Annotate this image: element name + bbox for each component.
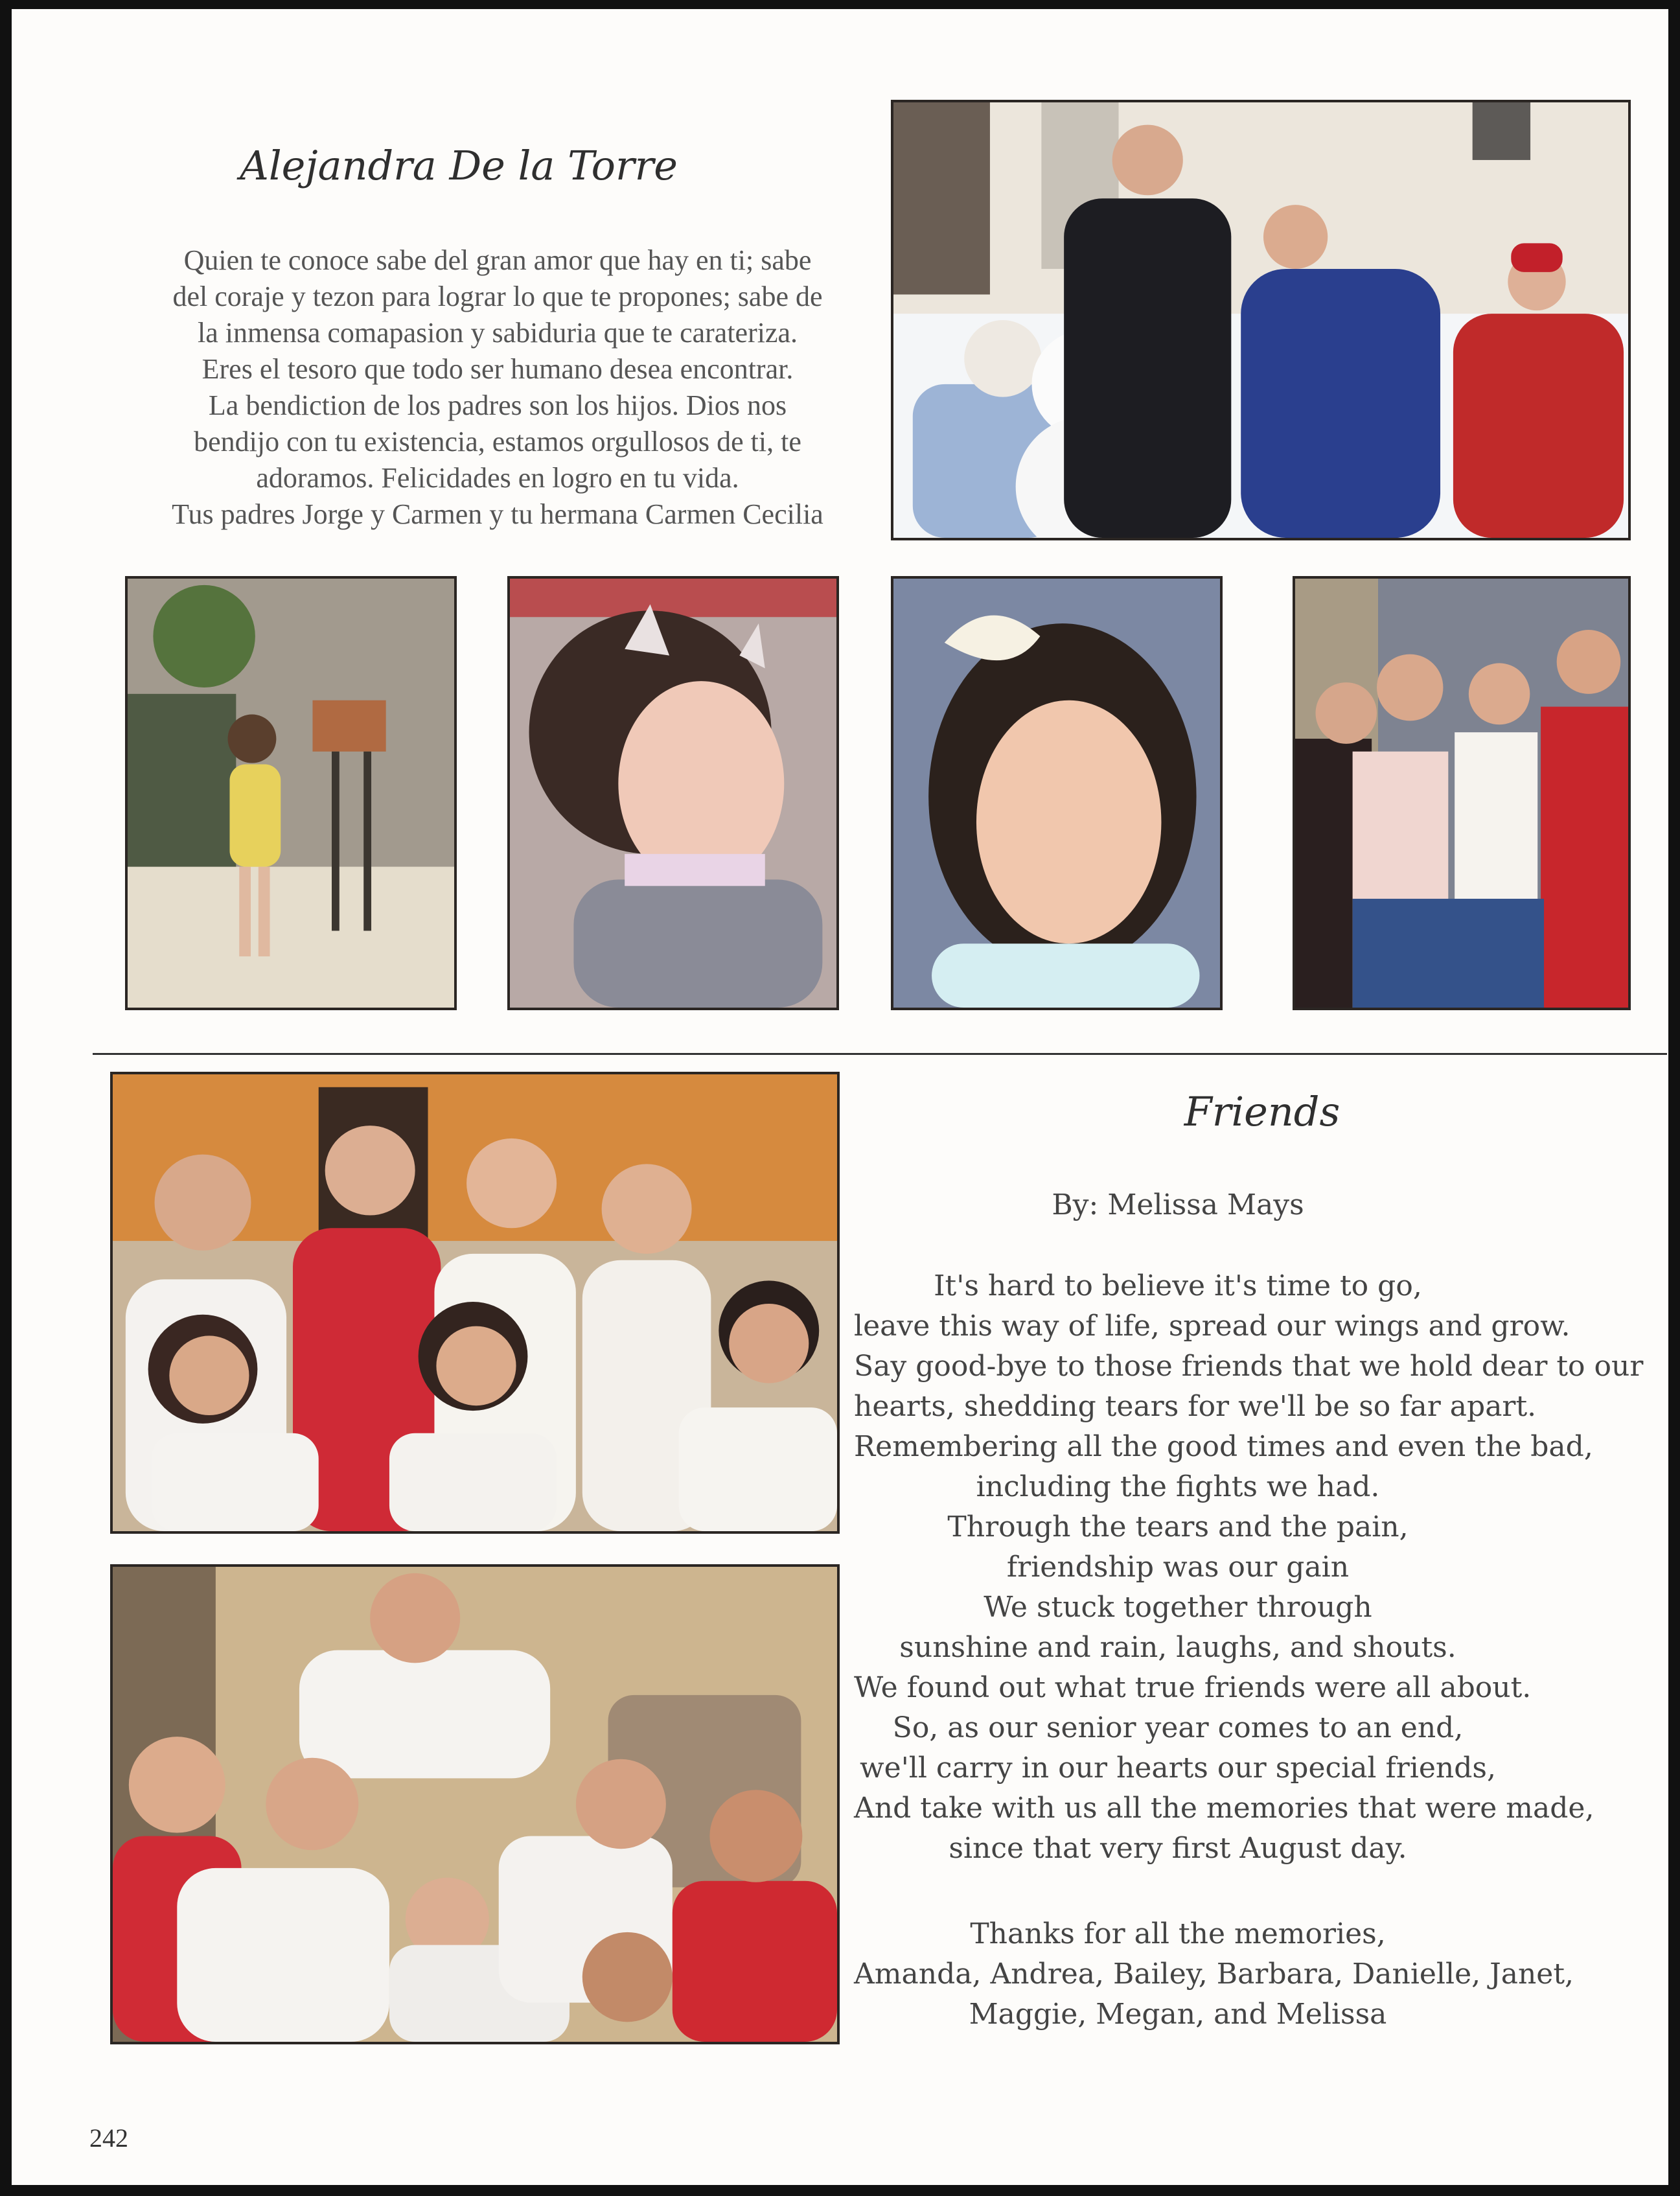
poem-line: Through the tears and the pain, bbox=[947, 1510, 1409, 1543]
school-portrait-photo bbox=[891, 576, 1223, 1010]
poem-line: friendship was our gain bbox=[1006, 1551, 1350, 1584]
poem-line: since that very first August day. bbox=[949, 1832, 1407, 1865]
poem-line: Remembering all the good times and even the bad, bbox=[854, 1430, 1593, 1463]
tribute-line: adoramos. Felicidades en logro en tu vida. bbox=[256, 462, 739, 494]
yearbook-page bbox=[12, 9, 1668, 2185]
tribute-line: La bendiction de los padres son los hijos. Dios nos bbox=[208, 389, 787, 421]
thanks-line: Amanda, Andrea, Bailey, Barbara, Danielle, Janet, bbox=[854, 1958, 1574, 1991]
tribute-line: bendijo con tu existencia, estamos orgullosos de ti, te bbox=[194, 426, 801, 457]
tribute-line: Quien te conoce sabe del gran amor que hay en ti; sabe bbox=[183, 244, 812, 276]
poem-line: So, as our senior year comes to an end, bbox=[892, 1711, 1464, 1744]
poem-line: And take with us all the memories that were made, bbox=[854, 1792, 1594, 1825]
poem-byline: By: Melissa Mays bbox=[1052, 1188, 1304, 1221]
tribute-line: Eres el tesoro que todo ser humano desea encontrar. bbox=[201, 353, 794, 385]
poem-line: we'll carry in our hearts our special friends, bbox=[860, 1751, 1496, 1785]
section-divider bbox=[93, 1053, 1667, 1055]
family-snow-photo bbox=[891, 100, 1631, 540]
poem-line: We stuck together through bbox=[984, 1591, 1372, 1624]
poem-line: Say good-bye to those friends that we hold dear to our bbox=[854, 1350, 1644, 1383]
poem-line: hearts, shedding tears for we'll be so far apart. bbox=[854, 1390, 1537, 1423]
thanks-line: Thanks for all the memories, bbox=[970, 1917, 1386, 1950]
tribute-title: Alejandra De la Torre bbox=[240, 142, 678, 189]
tribute-line: del coraje y tezon para lograr lo que te propones; sabe de bbox=[172, 281, 823, 312]
group-of-four-photo bbox=[1293, 576, 1631, 1010]
thanks-note bbox=[854, 1914, 1574, 2035]
poem-line: leave this way of life, spread our wings and grow. bbox=[854, 1310, 1571, 1343]
poem-line: We found out what true friends were all about. bbox=[854, 1671, 1532, 1704]
poem-line: sunshine and rain, laughs, and shouts. bbox=[899, 1631, 1456, 1664]
poem-line: including the fights we had. bbox=[976, 1470, 1380, 1503]
poem-line: It's hard to believe it's time to go, bbox=[934, 1269, 1422, 1302]
thanks-line: Maggie, Megan, and Melissa bbox=[969, 1998, 1387, 2031]
tribute-line: la inmensa comapasion y sabiduria que te carateriza. bbox=[197, 317, 798, 349]
tribute-text bbox=[86, 242, 909, 533]
friends-group-photo-1 bbox=[110, 1072, 840, 1534]
cat-face-paint-photo bbox=[507, 576, 839, 1010]
friends-poem bbox=[854, 1266, 1644, 1869]
friends-title: Friends bbox=[1184, 1088, 1341, 1135]
page-number: 242 bbox=[89, 2123, 128, 2153]
friends-group-photo-2 bbox=[110, 1564, 840, 2044]
toddler-courtyard-photo bbox=[125, 576, 457, 1010]
tribute-line: Tus padres Jorge y Carmen y tu hermana Carmen Cecilia bbox=[172, 498, 823, 530]
